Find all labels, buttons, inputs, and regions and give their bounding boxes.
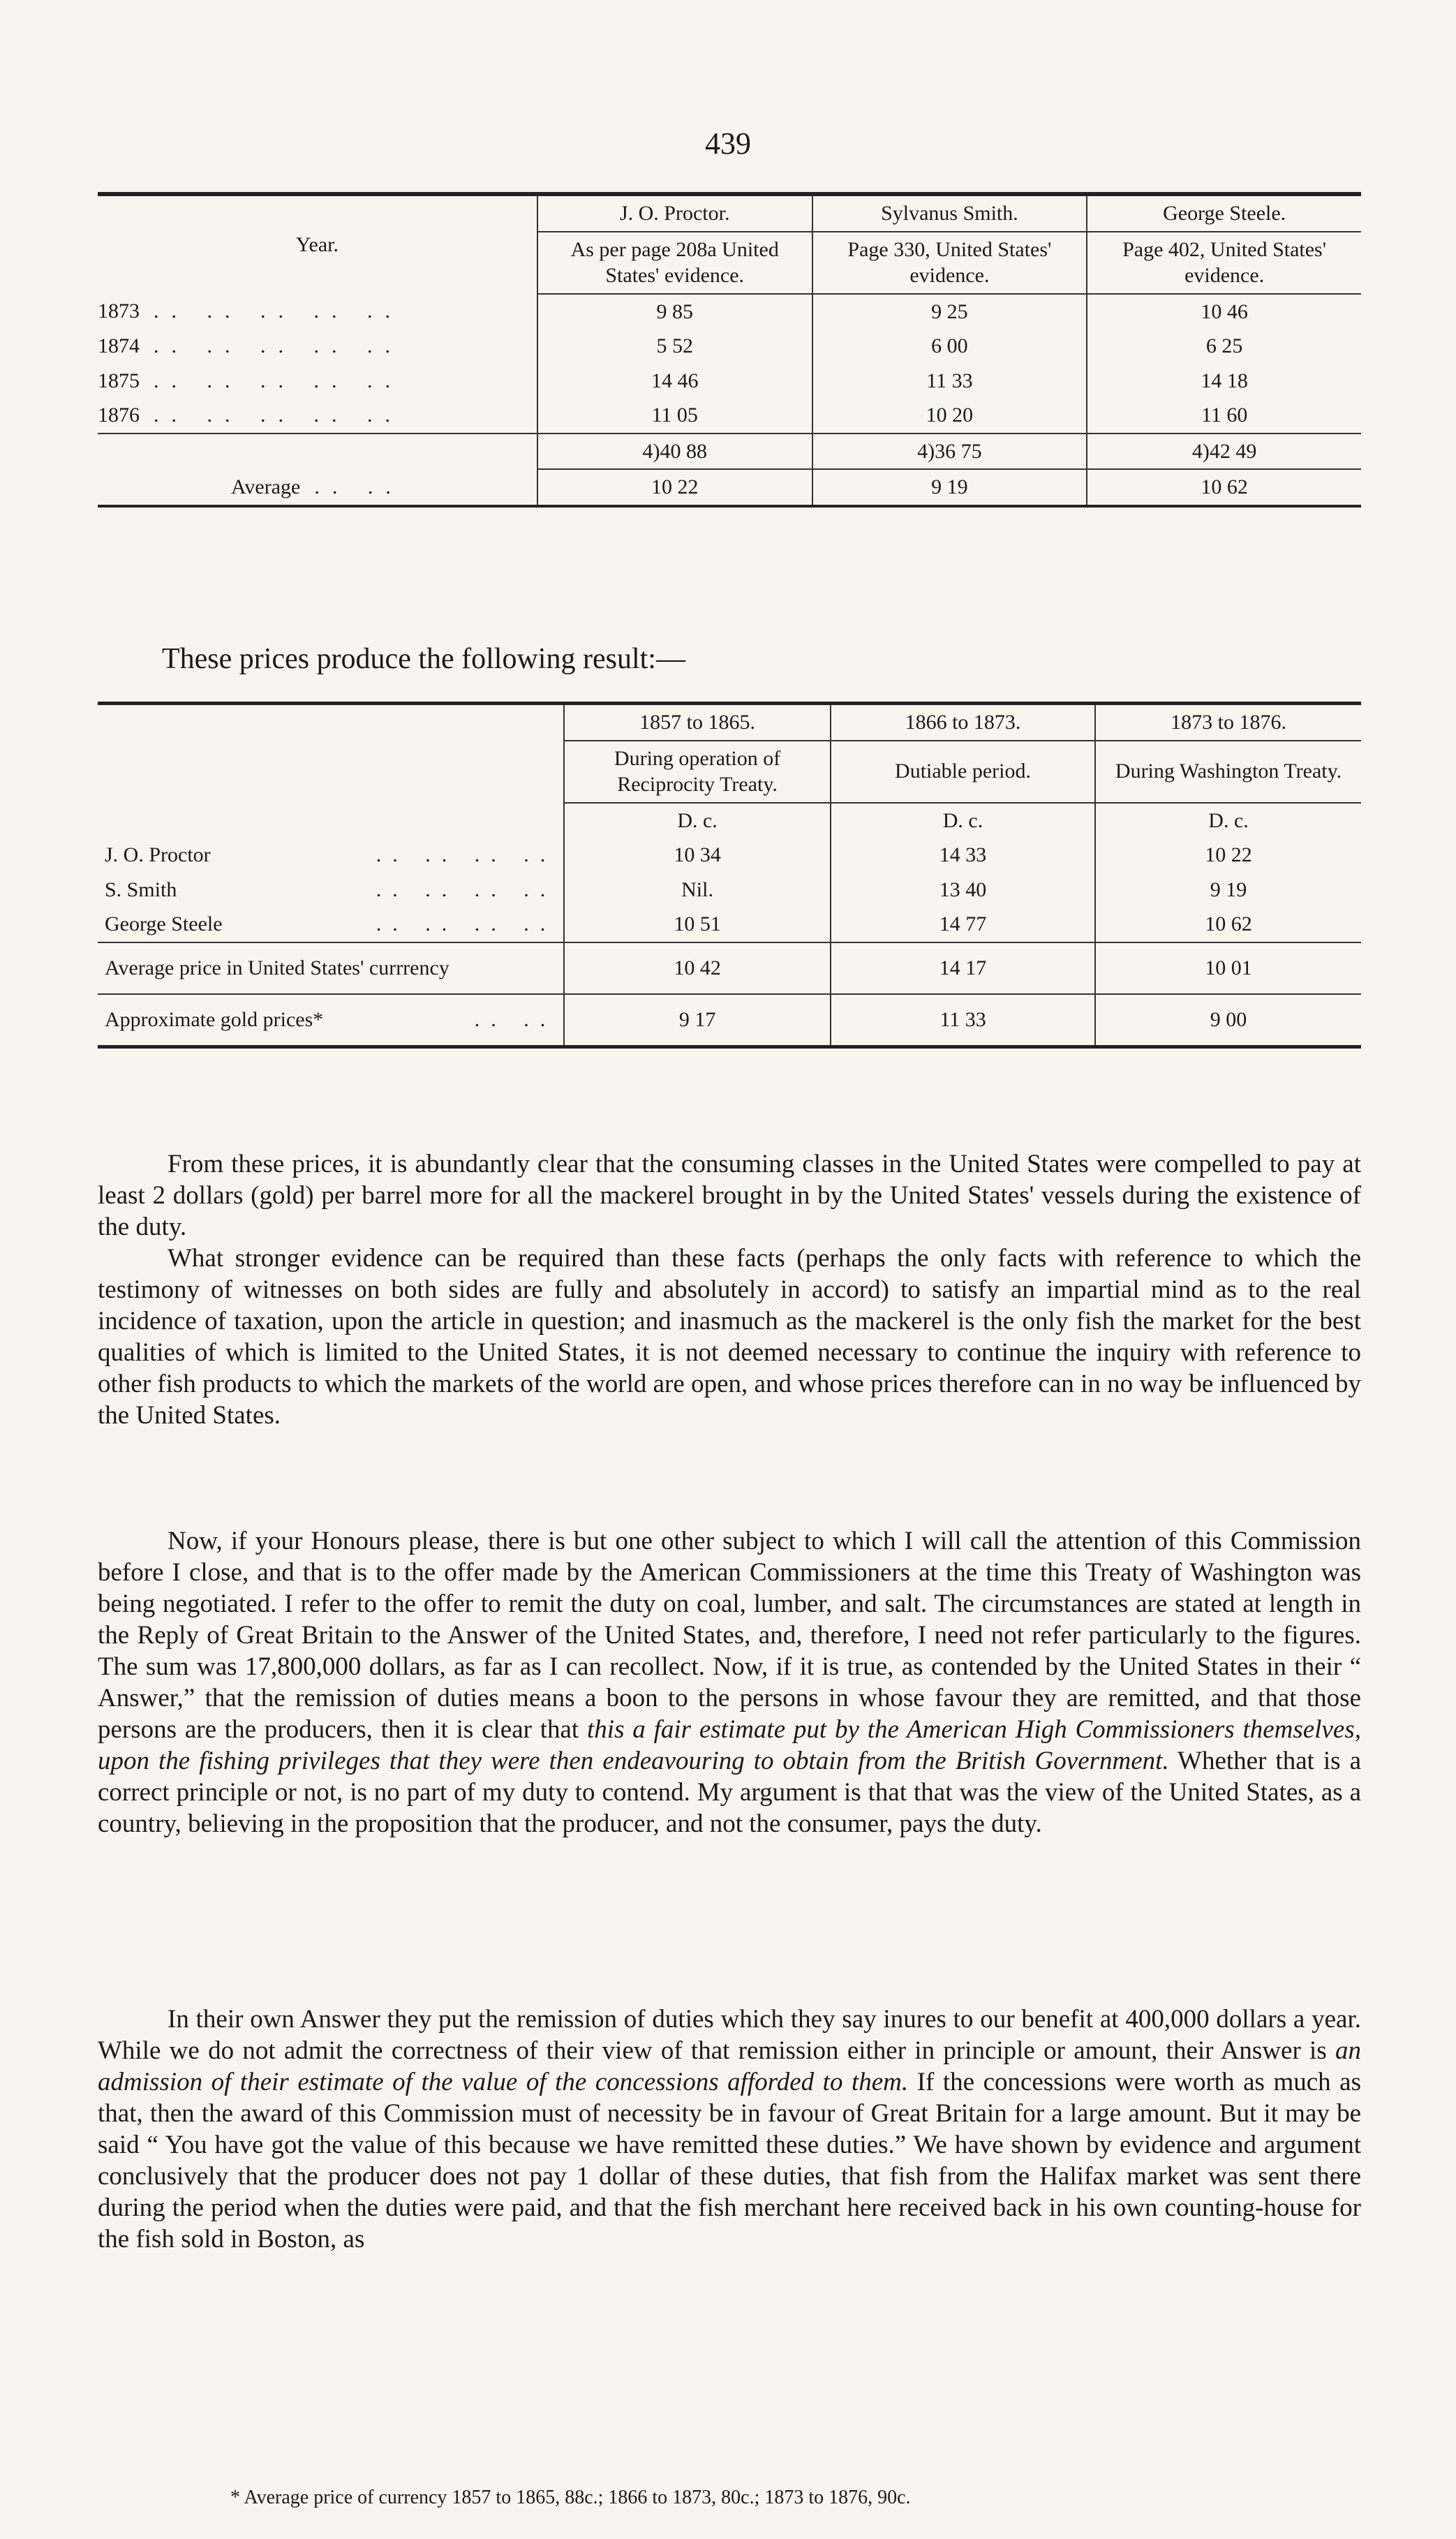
- cell-value: 10 20: [812, 398, 1087, 434]
- row-year: 1876: [98, 404, 140, 427]
- col-header-smith: Sylvanus Smith.: [812, 194, 1087, 232]
- cell-gold: 11 33: [831, 994, 1095, 1047]
- col-header-proctor: J. O. Proctor.: [537, 194, 812, 232]
- cell-value: 13 40: [831, 873, 1095, 908]
- cell-value: 5 52: [537, 329, 812, 364]
- col-source-proctor: As per page 208a United States' evidence.: [537, 232, 812, 294]
- col-header-desc: During Washington Treaty.: [1095, 741, 1361, 803]
- table-row: J. O. Proctor .. .. .. .. 10 34 14 33 10 22: [98, 838, 1361, 873]
- paragraph-block-3: [98, 2004, 1361, 2255]
- cell-value: 11 05: [537, 398, 812, 434]
- cell-average: 10 01: [1095, 942, 1361, 994]
- col-header-period: 1866 to 1873.: [831, 704, 1095, 741]
- col-source-smith: Page 330, United States' evidence.: [812, 232, 1087, 294]
- cell-value: 10 34: [564, 838, 831, 873]
- table-row: George Steele .. .. .. .. 10 51 14 77 10 62: [98, 907, 1361, 942]
- gold-label: Approximate gold prices*: [105, 1007, 324, 1031]
- intro-line: These prices produce the following result:—: [162, 643, 685, 675]
- unit-label: D. c.: [831, 803, 1095, 838]
- page-number: 439: [705, 126, 751, 161]
- table-row: 1876 .. .. .. .. .. 11 05 10 20 11 60: [98, 398, 1361, 434]
- paragraph: In their own Answer they put the remission of duties which they say inures to our benefit at 400,000 dollars a year. While we do not admit the correctness of their view of that remission either in principle or amount, their Answer is an admission of their estimate of the value of the concessions afforded to them. If the concessions were worth as much as that, then the award of this Commission must of necessity be in favour of Great Britain for a large amount. But it may be said “ You have got the value of this because we have remitted these duties.” We have shown by evidence and argument conclusively that the producer does not pay 1 dollar of these duties, that fish from the Halifax market was sent there during the period when the duties were paid, and that the fish merchant here received back in his own counting-house for the fish sold in Boston, as: [98, 2005, 1362, 2253]
- cell-average: 9 19: [812, 469, 1087, 506]
- row-year: 1875: [98, 369, 140, 392]
- cell-value: 10 51: [564, 907, 831, 942]
- cell-value: 14 46: [537, 364, 812, 399]
- cell-value: 6 25: [1087, 329, 1361, 364]
- table-row: 1874 .. .. .. .. .. 5 52 6 00 6 25: [98, 329, 1361, 364]
- cell-value: 9 85: [537, 294, 812, 330]
- cell-total: 4)42 49: [1087, 434, 1361, 470]
- price-table-by-period: [98, 702, 1361, 1049]
- col-header-desc: During operation of Reciprocity Treaty.: [564, 741, 831, 803]
- gold-price-row: Approximate gold prices* .. .. 9 17 11 33 9 00: [98, 994, 1361, 1047]
- row-year: 1874: [98, 334, 140, 357]
- cell-gold: 9 17: [564, 994, 831, 1047]
- cell-value: 6 00: [812, 329, 1087, 364]
- cell-value: 10 62: [1095, 907, 1361, 942]
- cell-average: 10 42: [564, 942, 831, 994]
- average-row: Average .. .. 10 22 9 19 10 62: [98, 469, 1361, 506]
- table-row: S. Smith .. .. .. .. Nil. 13 40 9 19: [98, 873, 1361, 908]
- cell-value: 14 18: [1087, 364, 1361, 399]
- cell-gold: 9 00: [1095, 994, 1361, 1047]
- cell-value: 14 77: [831, 907, 1095, 942]
- cell-average: 10 62: [1087, 469, 1361, 506]
- row-name: George Steele: [105, 912, 223, 935]
- paragraph: From these prices, it is abundantly clear that the consuming classes in the United States were compelled to pay at least 2 dollars (gold) per barrel more for all the mackerel brought in by the United States' vessels during the existence of the duty.: [98, 1150, 1361, 1241]
- unit-label: D. c.: [1095, 803, 1361, 838]
- col-header-period: 1873 to 1876.: [1095, 704, 1361, 741]
- cell-average: 14 17: [831, 942, 1095, 994]
- cell-value: 14 33: [831, 838, 1095, 873]
- cell-value: 10 22: [1095, 838, 1361, 873]
- cell-average: 10 22: [537, 469, 812, 506]
- cell-total: 4)40 88: [537, 434, 812, 470]
- paragraph: What stronger evidence can be required than these facts (perhaps the only facts with reference to which the testimony of witnesses on both sides are fully and absolutely in accord) to satisfy an impartial mind as to the real incidence of taxation, upon the article in question; and inasmuch as the mackerel is the only fish the market for the best qualities of which is limited to the United States, it is not deemed necessary to continue the inquiry with reference to other fish products to which the markets of the world are open, and whose prices therefore can in no way be influenced by the United States.: [98, 1244, 1361, 1430]
- italic-passage: an admission of their estimate of the value of the concessions afforded to them.: [98, 2036, 1361, 2096]
- col-header-desc: Dutiable period.: [831, 741, 1095, 803]
- footnote: * Average price of currency 1857 to 1865, 88c.; 1866 to 1873, 80c.; 1873 to 1876, 90c.: [230, 2487, 911, 2508]
- col-header-steele: George Steele.: [1087, 194, 1361, 232]
- table-row: 1873 .. .. .. .. .. 9 85 9 25 10 46: [98, 294, 1361, 330]
- paragraph-block-2: [98, 1525, 1361, 1840]
- price-table-by-year: [98, 192, 1361, 508]
- cell-value: 9 25: [812, 294, 1087, 330]
- italic-passage: this a fair estimate put by the American High Commissioners themselves, upon the fishing privileges that they were then endeavouring to obtain from the British Government.: [98, 1715, 1361, 1775]
- cell-value: 9 19: [1095, 873, 1361, 908]
- totals-row: [98, 434, 1361, 470]
- cell-value: 10 46: [1087, 294, 1361, 330]
- unit-row: [98, 803, 1361, 838]
- paragraph-block-1: [98, 1148, 1361, 1431]
- col-header-period: 1857 to 1865.: [564, 704, 831, 741]
- row-year: 1873: [98, 299, 140, 323]
- cell-value: Nil.: [564, 873, 831, 908]
- avg-currency-label: Average price in United States' currrency: [98, 942, 564, 994]
- table-row: 1875 .. .. .. .. .. 14 46 11 33 14 18: [98, 364, 1361, 399]
- average-label: Average: [230, 475, 301, 498]
- year-header: Year.: [295, 233, 339, 256]
- cell-value: 11 33: [812, 364, 1087, 399]
- row-name: J. O. Proctor: [105, 843, 211, 866]
- paragraph: Now, if your Honours please, there is but one other subject to which I will call the attention of this Commission before I close, and that is to the offer made by the American Commissioners at the time this Treaty of Washington was being negotiated. I refer to the offer to remit the duty on coal, lumber, and salt. The circumstances are stated at length in the Reply of Great Britain to the Answer of the United States, and, therefore, I need not refer particularly to the figures. The sum was 17,800,000 dollars, as far as I can recollect. Now, if it is true, as contended by the United States in their “ Answer,” that the remission of duties means a boon to the persons in whose favour they are remitted, and that those persons are the producers, then it is clear that this a fair estimate put by the American High Commissioners themselves, upon the fishing privileges that they were then endeavouring to obtain from the British Government. Whether that is a correct principle or not, is no part of my duty to contend. My argument is that that was the view of the United States, as a country, believing in the proposition that the producer, and not the consumer, pays the duty.: [98, 1527, 1362, 1838]
- col-source-steele: Page 402, United States' evidence.: [1087, 232, 1361, 294]
- unit-label: D. c.: [564, 803, 831, 838]
- cell-value: 11 60: [1087, 398, 1361, 434]
- row-name: S. Smith: [105, 878, 177, 901]
- average-currency-row: [98, 942, 1361, 994]
- cell-total: 4)36 75: [812, 434, 1087, 470]
